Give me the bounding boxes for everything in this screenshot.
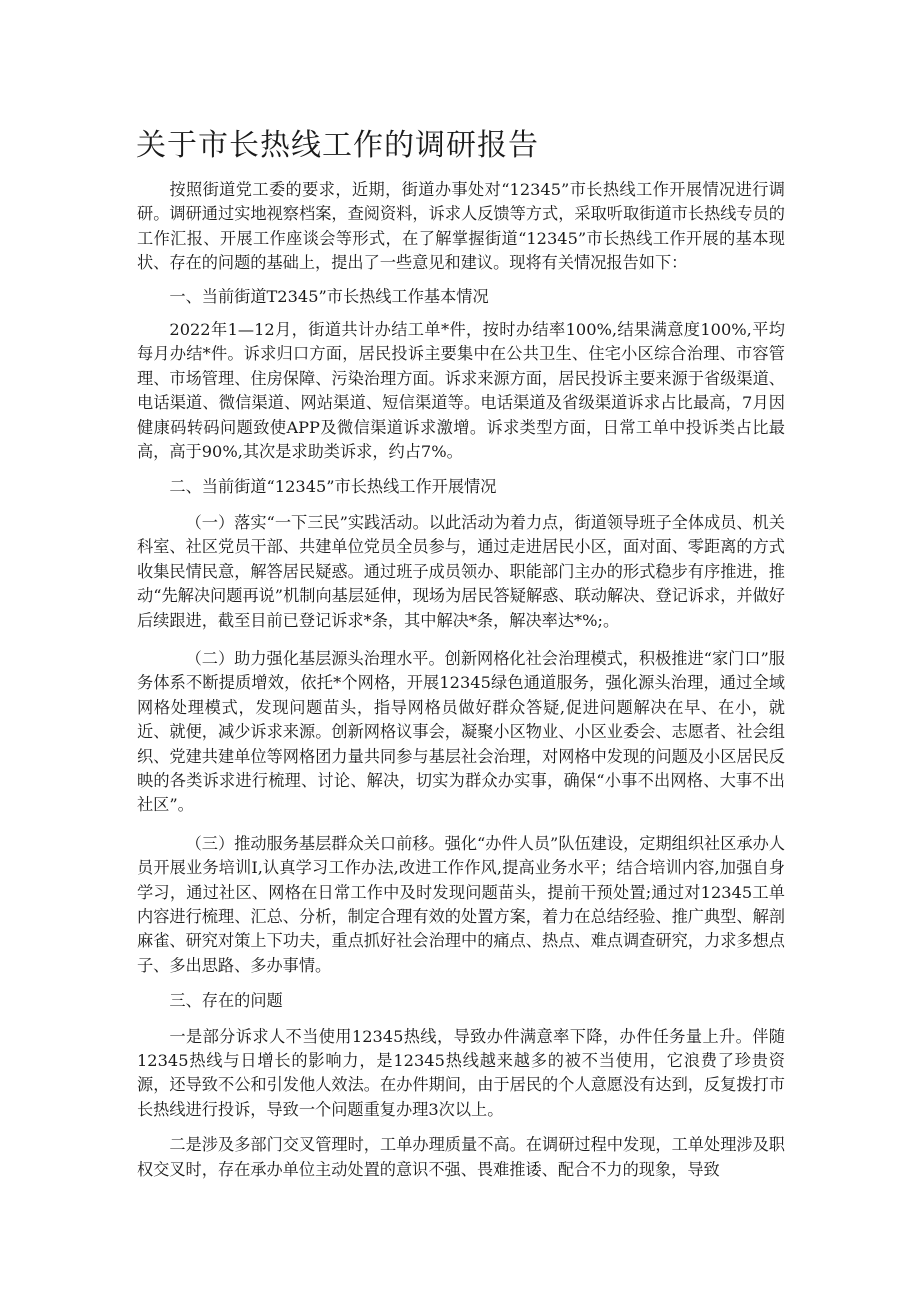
section-2-item-2: （二）助力强化基层源头治理水平。创新网格化社会治理模式，积极推进“家门口”服务体系不断提质增效，依托*个网格，开展12345绿色通道服务，强化源头治理，通过全域网格处理模式，发现问题苗头，指导网格员做好群众答疑,促进问题解决在早、在小，就近、就便，减少诉求来源。创新网格议事会，凝聚小区物业、小区业委会、志愿者、社会组织、党建共建单位等网格团力量共同参与基层社会治理，对网格中发现的问题及小区居民反映的各类诉求进行梳理、讨论、解决，切实为群众办实事，确保“小事不出网格、大事不出社区”。	[137, 648, 785, 815]
section-2-item-1: （一）落实“一下三民”实践活动。以此活动为着力点，街道领导班子全体成员、机关科室、社区党员干部、共建单位党员全员参与，通过走进居民小区，面对面、零距离的方式收集民情民意，解答居民疑惑。通过班子成员领办、职能部门主办的形式稳步有序推进，推动“先解决问题再说”机制向基层延伸，现场为居民答疑解惑、联动解决、登记诉求，并做好后续跟进，截至目前已登记诉求*条，其中解决*条，解决率达*%;。	[137, 512, 785, 630]
section-heading-3: 三、存在的问题	[169, 991, 283, 1011]
document-body	[137, 178, 785, 1182]
document-title: 关于市长热线工作的调研报告	[136, 128, 539, 163]
section-1-paragraph: 2022年1—12月，街道共计办结工单*件，按时办结率100%,结果满意度100%,平均每月办结*件。诉求归口方面，居民投诉主要集中在公共卫生、住宅小区综合治理、市容管理、市场管理、住房保障、污染治理方面。诉求来源方面，居民投诉主要来源于省级渠道、电话渠道、微信渠道、网站渠道、短信渠道等。电话渠道及省级渠道诉求占比最高，7月因健康码转码问题致使APP及微信渠道诉求激增。诉求类型方面，日常工单中投诉类占比最高，高于90%,其次是求助类诉求，约占7%。	[137, 320, 785, 462]
intro-paragraph: 按照街道党工委的要求，近期，街道办事处对“12345”市长热线工作开展情况进行调研。调研通过实地视察档案，查阅资料，诉求人反馈等方式，采取听取街道市长热线专员的工作汇报、开展工作座谈会等形式，在了解掌握街道“12345”市长热线工作开展的基本现状、存在的问题的基础上，提出了一些意见和建议。现将有关情况报告如下：	[137, 180, 785, 273]
section-heading-2: 二、当前街道“12345”市长热线工作开展情况	[169, 477, 497, 497]
section-3-problem-1: 一是部分诉求人不当使用12345热线，导致办件满意率下降，办件任务量上升。伴随12345热线与日增长的影响力，是12345热线越来越多的被不当使用，它浪费了珍贵资源，还导致不公和引发他人效法。在办件期间，由于居民的个人意愿没有达到，反复拨打市长热线进行投诉，导致一个问题重复办理3次以上。	[137, 1026, 785, 1119]
section-2-item-3: （三）推动服务基层群众关口前移。强化“办件人员”队伍建设，定期组织社区承办人员开展业务培训I,认真学习工作办法,改进工作作风,提高业务水平；结合培训内容,加强自身学习，通过社区、网格在日常工作中及时发现问题苗头，提前干预处置;通过对12345工单内容进行梳理、汇总、分析，制定合理有效的处置方案，着力在总结经验、推广典型、解剖麻雀、研究对策上下功夫，重点抓好社会治理中的痛点、热点、难点调查研究，力求多想点子、多出思路、多办事情。	[137, 833, 785, 975]
section-heading-1: 一、当前街道T2345”市长热线工作基本情况	[169, 286, 489, 306]
section-3-problem-2: 二是涉及多部门交叉管理时，工单办理质量不高。在调研过程中发现，工单处理涉及职权交叉时，存在承办单位主动处置的意识不强、畏难推诿、配合不力的现象，导致	[137, 1135, 785, 1179]
